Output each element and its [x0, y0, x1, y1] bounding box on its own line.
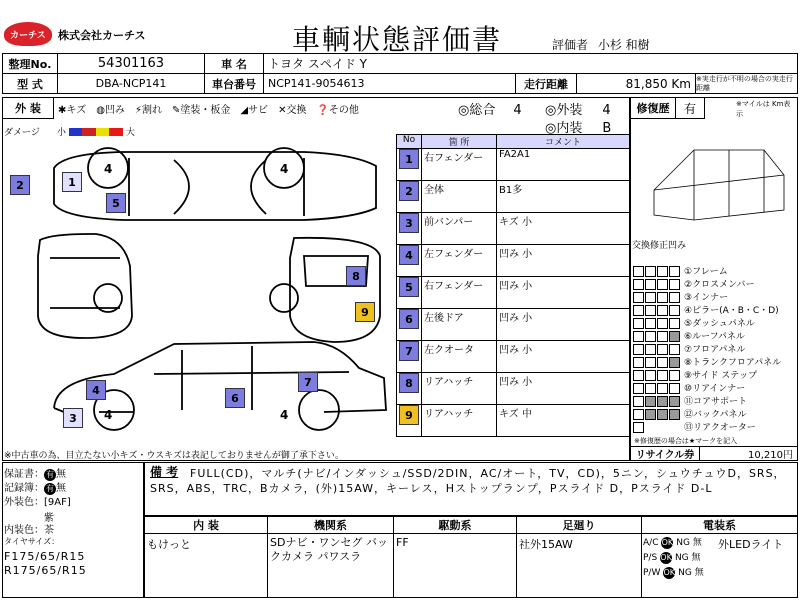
table-row[interactable]: 8 リアハッチ 凹み 小 [397, 373, 630, 405]
table-row[interactable]: 4 左フェンダー 凹み 小 [397, 245, 630, 277]
legend-replace: ✕交換 [278, 105, 307, 116]
table-row[interactable]: 5 右フェンダー 凹み 小 [397, 277, 630, 309]
tire-label: タイヤサイズ： [4, 537, 60, 546]
legend-scratch: ✱キズ [58, 105, 87, 116]
interior-label: 内 装 [144, 516, 268, 534]
frame-item: ④ピラー(A・B・C・D) [684, 306, 779, 316]
frame-note: ※修復歴の場合は★マークを記入 [634, 437, 738, 445]
legend-other: ❓その他 [316, 105, 359, 116]
dent-icon: ◍ [96, 105, 105, 116]
damage-table [396, 134, 630, 437]
diagram-badge-7[interactable]: 7 [298, 372, 318, 392]
ext-color-name: 紫 [44, 513, 54, 524]
frame-item: ⑬リアクオーター [684, 423, 756, 433]
col-no: No [397, 135, 422, 149]
legend-dent: ◍凹み [96, 105, 125, 116]
chassis-value: NCP141-9054613 [263, 73, 516, 94]
score-ext: ◎外装 4 [545, 103, 611, 118]
electric-label: 電装系 [641, 516, 798, 534]
electric-row: P/S OK NG 無 [643, 553, 701, 563]
drive-label: 駆動系 [393, 516, 517, 534]
repair-value: 有 [675, 97, 705, 119]
wheel-count-3: 4 [104, 408, 113, 422]
frame-item: ⑦フロアパネル [684, 345, 746, 355]
diagram-badge-5[interactable]: 5 [106, 193, 126, 213]
col-place: 箇 所 [422, 135, 497, 149]
manual: 記録簿： 有 無 [4, 483, 66, 494]
other-icon: ❓ [316, 105, 329, 116]
table-row[interactable]: 7 左クオータ 凹み 小 [397, 341, 630, 373]
company-logo [4, 22, 52, 46]
table-row[interactable]: 3 前バンパー キズ 小 [397, 213, 630, 245]
ref-label: 整理No. [2, 53, 58, 74]
repair-label: 修復歴 [630, 97, 676, 119]
name-label: 車 名 [204, 53, 264, 74]
frame-items [684, 266, 781, 435]
frame-item: ⑩リアインナー [684, 384, 746, 394]
diagram-badge-3[interactable]: 3 [63, 408, 83, 428]
remarks-label: 備 考 [150, 465, 179, 479]
ref-value: 54301163 [57, 53, 205, 74]
frame-item: ①フレーム [684, 267, 728, 277]
evaluator: 評価者 小杉 和樹 [552, 38, 650, 52]
diagram-badge-8[interactable]: 8 [346, 266, 366, 286]
rust-icon: ◢ [240, 105, 249, 116]
company-name: 株式会社カーチス [58, 29, 146, 42]
wheel-count-4: 4 [280, 408, 289, 422]
col-comment: コメント [497, 135, 630, 149]
int-color: 内装色：茶 [4, 525, 54, 536]
model-label: 型 式 [2, 73, 58, 94]
crack-icon: ⚡ [134, 105, 142, 116]
tire-front: F175/65/R15 [4, 550, 86, 563]
wheel-count-1: 4 [104, 162, 113, 176]
legend-crack: ⚡割れ [134, 105, 162, 116]
repair-note: ※マイルは Km表示 [736, 100, 791, 118]
table-row[interactable]: 1 右フェンダー FA2A1 [397, 149, 630, 181]
replace-icon: ✕ [278, 105, 287, 116]
frame-item: ⑧トランクフロアパネル [684, 358, 782, 368]
mileage-note: ※実走行が不明の場合の実走行距離 [695, 73, 798, 94]
table-row[interactable]: 9 リアハッチ キズ 中 [397, 405, 630, 437]
recycle-value: 10,210円 [699, 446, 798, 461]
model-value: DBA-NCP141 [57, 73, 205, 94]
name-value: トヨタ スペイド Y [263, 53, 798, 74]
exterior-label: 外 装 [2, 97, 54, 119]
equipment-value: SDナビ・ワンセグ バックカメラ パワスラ [270, 536, 388, 563]
drive-value: FF [396, 536, 409, 549]
suspension-label: 足廻り [516, 516, 642, 534]
damage-scale: ダメージ 小 大 [4, 128, 135, 138]
frame-item: ⑨サイド ステップ [684, 371, 758, 381]
diagram-badge-1[interactable]: 1 [62, 172, 82, 192]
interior-value: もけっと [147, 538, 191, 551]
drive-col [393, 533, 517, 598]
tire-rear: R175/65/R15 [4, 564, 87, 577]
diagram-badge-9[interactable]: 9 [355, 302, 375, 322]
score-int: ◎内装 B [545, 121, 612, 136]
diagram-badge-4[interactable]: 4 [86, 380, 106, 400]
electric-note: 外LEDライト [718, 538, 784, 551]
frame-item: ②クロスメンバー [684, 280, 755, 290]
footnote: ※中古車の為、目立たない小キズ・ウスキズは表記しておりませんが御了承下さい。 [4, 451, 344, 461]
frame-item: ⑪コアサポート [684, 397, 748, 407]
diagram-badge-2[interactable]: 2 [10, 175, 30, 195]
page-title: 車輌状態評価書 [292, 23, 503, 56]
electric-row: A/C OK NG 無 [643, 538, 702, 548]
wheel-count-2: 4 [280, 162, 289, 176]
mileage-label: 走行距離 [515, 73, 577, 94]
logo-text: カーチス [10, 30, 46, 41]
frame-item: ⑫バックパネル [684, 410, 747, 420]
suspension-value: 社外15AW [519, 538, 573, 551]
recycle-label: リサイクル券 [630, 446, 700, 461]
legend-rust: ◢サビ [240, 105, 269, 116]
electric-rows [643, 536, 704, 581]
ext-color: 外装色：[9AF] [4, 497, 71, 508]
equipment-label: 機関系 [267, 516, 394, 534]
frame-item: ③インナー [684, 293, 729, 303]
table-row[interactable]: 6 左後ドア 凹み 小 [397, 309, 630, 341]
remarks-text: FULL(CD)，マルチ(ナビ/インダッシュ/SSD/2DIN，AC/オート，TV，CD)，5ニン，シュウチュウD，SRS，SRS，ABS，TRC，Bカメラ，(外)15AW，キーレス，Hストップランプ，Pスライド D，Pスライド D-L [150, 467, 786, 495]
mileage-value: 81,850 Km [576, 73, 696, 94]
spray-icon: ✎ [171, 105, 181, 116]
frame-diagram [634, 120, 796, 238]
table-row[interactable]: 2 全体 B1多 [397, 181, 630, 213]
frame-header: 交換修正凹み [632, 241, 687, 251]
frame-item: ⑤ダッシュパネル [684, 319, 755, 329]
chassis-label: 車台番号 [204, 73, 264, 94]
frame-grid [633, 266, 685, 434]
frame-item: ⑥ルーフパネル [684, 332, 745, 342]
diagram-badge-6[interactable]: 6 [225, 388, 245, 408]
legend-paint: ✎塗装・板金 [171, 105, 231, 116]
warranty: 保証書： 有 無 [4, 469, 66, 480]
electric-row: P/W OK NG 無 [643, 568, 704, 578]
score-total: ◎総合 4 [458, 103, 522, 118]
scratch-icon: ✱ [58, 105, 67, 116]
damage-legend [58, 101, 359, 116]
